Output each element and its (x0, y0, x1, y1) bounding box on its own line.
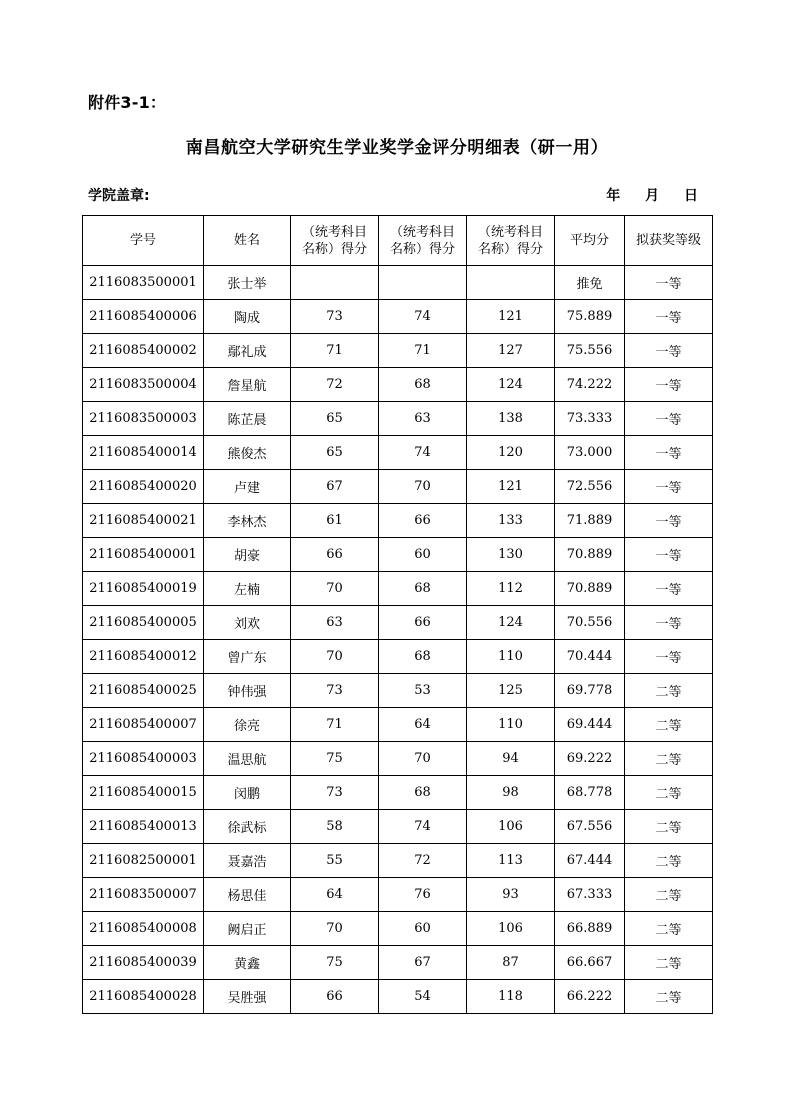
subject-2-score-cell: 53 (379, 674, 467, 708)
name-cell: 鄢礼成 (204, 334, 291, 368)
subject-3-score-cell: 113 (467, 844, 555, 878)
subject-3-score-cell: 87 (467, 946, 555, 980)
college-seal-label: 学院盖章: (88, 188, 150, 204)
table-row (83, 844, 713, 878)
column-header-subject-1-line-1: （统考科目 (301, 224, 367, 240)
subject-2-score-cell: 72 (379, 844, 467, 878)
column-header-award-level: 拟获奖等级 (625, 216, 713, 266)
column-header-subject-1 (291, 216, 379, 266)
subject-3-score-cell: 93 (467, 878, 555, 912)
name-cell: 刘欢 (204, 606, 291, 640)
subject-1-score-cell: 65 (291, 436, 379, 470)
student-id-cell: 2116085400039 (83, 946, 204, 980)
average-score-cell: 68.778 (555, 776, 625, 810)
student-id-cell: 2116085400025 (83, 674, 204, 708)
average-score-cell: 67.333 (555, 878, 625, 912)
subject-3-score-cell: 112 (467, 572, 555, 606)
subject-1-score-cell: 75 (291, 742, 379, 776)
award-level-cell: 二等 (625, 810, 713, 844)
name-cell: 阙启正 (204, 912, 291, 946)
average-score-cell: 67.556 (555, 810, 625, 844)
name-cell: 卢建 (204, 470, 291, 504)
student-id-cell: 2116085400006 (83, 300, 204, 334)
name-cell: 温思航 (204, 742, 291, 776)
name-cell: 李林杰 (204, 504, 291, 538)
average-score-cell: 72.556 (555, 470, 625, 504)
student-id-cell: 2116085400028 (83, 980, 204, 1014)
subject-1-score-cell: 71 (291, 334, 379, 368)
subject-2-score-cell: 60 (379, 538, 467, 572)
subject-2-score-cell: 68 (379, 572, 467, 606)
average-score-cell: 69.222 (555, 742, 625, 776)
subject-1-score-cell: 66 (291, 538, 379, 572)
date-day-label: 日 (684, 188, 698, 204)
student-id-cell: 2116085400005 (83, 606, 204, 640)
award-level-cell: 二等 (625, 742, 713, 776)
date-placeholder (606, 185, 698, 205)
name-cell: 吴胜强 (204, 980, 291, 1014)
name-cell: 徐亮 (204, 708, 291, 742)
name-cell: 闵鹏 (204, 776, 291, 810)
name-cell: 杨思佳 (204, 878, 291, 912)
subject-2-score-cell: 60 (379, 912, 467, 946)
award-level-cell: 二等 (625, 946, 713, 980)
table-row (83, 742, 713, 776)
average-score-cell: 70.889 (555, 538, 625, 572)
subject-2-score-cell: 68 (379, 776, 467, 810)
student-id-cell: 2116085400007 (83, 708, 204, 742)
table-row (83, 640, 713, 674)
subject-3-score-cell: 98 (467, 776, 555, 810)
average-score-cell: 75.889 (555, 300, 625, 334)
column-header-subject-3-line-2: 名称）得分 (477, 241, 543, 257)
column-header-subject-2-line-1: （统考科目 (389, 224, 455, 240)
table-row (83, 674, 713, 708)
table-row (83, 980, 713, 1014)
award-level-cell: 一等 (625, 538, 713, 572)
subject-1-score-cell: 58 (291, 810, 379, 844)
subject-2-score-cell: 66 (379, 606, 467, 640)
table-row (83, 708, 713, 742)
name-cell: 张士举 (204, 266, 291, 300)
subject-1-score-cell: 70 (291, 912, 379, 946)
subject-1-score-cell: 72 (291, 368, 379, 402)
subject-1-score-cell: 70 (291, 572, 379, 606)
subject-3-score-cell: 106 (467, 810, 555, 844)
subject-3-score-cell: 130 (467, 538, 555, 572)
award-level-cell: 二等 (625, 674, 713, 708)
average-score-cell: 70.444 (555, 640, 625, 674)
award-level-cell: 二等 (625, 776, 713, 810)
subject-3-score-cell: 133 (467, 504, 555, 538)
subject-2-score-cell: 70 (379, 742, 467, 776)
average-score-cell: 66.667 (555, 946, 625, 980)
subject-1-score-cell: 61 (291, 504, 379, 538)
name-cell: 黄鑫 (204, 946, 291, 980)
student-id-cell: 2116085400008 (83, 912, 204, 946)
subject-3-score-cell: 138 (467, 402, 555, 436)
table-row (83, 368, 713, 402)
subject-1-score-cell (291, 266, 379, 300)
subject-3-score-cell: 110 (467, 640, 555, 674)
subject-1-score-cell: 73 (291, 300, 379, 334)
table-row (83, 300, 713, 334)
subject-3-score-cell: 106 (467, 912, 555, 946)
name-cell: 熊俊杰 (204, 436, 291, 470)
column-header-name: 姓名 (204, 216, 291, 266)
column-header-subject-2 (379, 216, 467, 266)
name-cell: 陶成 (204, 300, 291, 334)
award-level-cell: 一等 (625, 402, 713, 436)
column-header-average: 平均分 (555, 216, 625, 266)
student-id-cell: 2116083500007 (83, 878, 204, 912)
scholarship-score-table (82, 215, 713, 1014)
subject-2-score-cell: 64 (379, 708, 467, 742)
table-header-row (83, 216, 713, 266)
table-row (83, 946, 713, 980)
award-level-cell: 一等 (625, 334, 713, 368)
table-row (83, 606, 713, 640)
award-level-cell: 一等 (625, 640, 713, 674)
subject-1-score-cell: 73 (291, 776, 379, 810)
name-cell: 詹星航 (204, 368, 291, 402)
column-header-student-id: 学号 (83, 216, 204, 266)
attachment-label: 附件3-1： (88, 93, 167, 112)
average-score-cell: 71.889 (555, 504, 625, 538)
student-id-cell: 2116083500001 (83, 266, 204, 300)
column-header-subject-3 (467, 216, 555, 266)
award-level-cell: 一等 (625, 436, 713, 470)
subject-1-score-cell: 71 (291, 708, 379, 742)
subject-3-score-cell: 125 (467, 674, 555, 708)
subject-2-score-cell (379, 266, 467, 300)
award-level-cell: 一等 (625, 572, 713, 606)
student-id-cell: 2116085400014 (83, 436, 204, 470)
table-row (83, 470, 713, 504)
subject-1-score-cell: 64 (291, 878, 379, 912)
subject-1-score-cell: 73 (291, 674, 379, 708)
name-cell: 左楠 (204, 572, 291, 606)
subject-3-score-cell: 124 (467, 606, 555, 640)
award-level-cell: 二等 (625, 708, 713, 742)
award-level-cell: 二等 (625, 844, 713, 878)
subject-2-score-cell: 74 (379, 810, 467, 844)
award-level-cell: 一等 (625, 300, 713, 334)
subject-2-score-cell: 67 (379, 946, 467, 980)
name-cell: 胡豪 (204, 538, 291, 572)
award-level-cell: 一等 (625, 606, 713, 640)
date-year-label: 年 (606, 188, 621, 204)
subject-1-score-cell: 70 (291, 640, 379, 674)
column-header-subject-2-line-2: 名称）得分 (389, 241, 455, 257)
subject-3-score-cell: 118 (467, 980, 555, 1014)
table-row (83, 810, 713, 844)
table-row (83, 436, 713, 470)
table-row (83, 266, 713, 300)
subject-3-score-cell: 127 (467, 334, 555, 368)
column-header-subject-1-line-2: 名称）得分 (301, 241, 367, 257)
subject-1-score-cell: 75 (291, 946, 379, 980)
name-cell: 徐武标 (204, 810, 291, 844)
subject-2-score-cell: 63 (379, 402, 467, 436)
award-level-cell: 二等 (625, 980, 713, 1014)
student-id-cell: 2116082500001 (83, 844, 204, 878)
table-body (83, 266, 713, 1014)
column-header-subject-3-line-1: （统考科目 (477, 224, 543, 240)
student-id-cell: 2116085400019 (83, 572, 204, 606)
subject-1-score-cell: 63 (291, 606, 379, 640)
average-score-cell: 70.889 (555, 572, 625, 606)
subject-3-score-cell: 121 (467, 300, 555, 334)
table-row (83, 402, 713, 436)
award-level-cell: 二等 (625, 912, 713, 946)
average-score-cell: 73.333 (555, 402, 625, 436)
subject-2-score-cell: 54 (379, 980, 467, 1014)
student-id-cell: 2116085400002 (83, 334, 204, 368)
table-row (83, 504, 713, 538)
average-score-cell: 73.000 (555, 436, 625, 470)
name-cell: 聂嘉浩 (204, 844, 291, 878)
table-row (83, 878, 713, 912)
average-score-cell: 75.556 (555, 334, 625, 368)
average-score-cell: 70.556 (555, 606, 625, 640)
average-score-cell: 67.444 (555, 844, 625, 878)
award-level-cell: 一等 (625, 470, 713, 504)
subject-3-score-cell: 124 (467, 368, 555, 402)
date-month-label: 月 (645, 188, 660, 204)
student-id-cell: 2116085400012 (83, 640, 204, 674)
subject-1-score-cell: 55 (291, 844, 379, 878)
table-row (83, 538, 713, 572)
average-score-cell: 74.222 (555, 368, 625, 402)
average-score-cell: 69.778 (555, 674, 625, 708)
student-id-cell: 2116085400001 (83, 538, 204, 572)
subject-1-score-cell: 65 (291, 402, 379, 436)
subject-2-score-cell: 68 (379, 368, 467, 402)
subject-2-score-cell: 71 (379, 334, 467, 368)
subject-2-score-cell: 66 (379, 504, 467, 538)
table-row (83, 912, 713, 946)
student-id-cell: 2116083500003 (83, 402, 204, 436)
student-id-cell: 2116085400003 (83, 742, 204, 776)
name-cell: 曾广东 (204, 640, 291, 674)
student-id-cell: 2116085400020 (83, 470, 204, 504)
subject-2-score-cell: 74 (379, 436, 467, 470)
subject-3-score-cell: 121 (467, 470, 555, 504)
subject-3-score-cell: 94 (467, 742, 555, 776)
student-id-cell: 2116085400021 (83, 504, 204, 538)
average-score-cell: 推免 (555, 266, 625, 300)
student-id-cell: 2116085400013 (83, 810, 204, 844)
subject-1-score-cell: 66 (291, 980, 379, 1014)
average-score-cell: 66.889 (555, 912, 625, 946)
average-score-cell: 66.222 (555, 980, 625, 1014)
subject-2-score-cell: 70 (379, 470, 467, 504)
subject-2-score-cell: 74 (379, 300, 467, 334)
subject-3-score-cell: 110 (467, 708, 555, 742)
table-row (83, 334, 713, 368)
award-level-cell: 二等 (625, 878, 713, 912)
award-level-cell: 一等 (625, 266, 713, 300)
subject-2-score-cell: 68 (379, 640, 467, 674)
page-title: 南昌航空大学研究生学业奖学金评分明细表（研一用） (185, 138, 609, 158)
subject-2-score-cell: 76 (379, 878, 467, 912)
award-level-cell: 一等 (625, 504, 713, 538)
student-id-cell: 2116085400015 (83, 776, 204, 810)
student-id-cell: 2116083500004 (83, 368, 204, 402)
average-score-cell: 69.444 (555, 708, 625, 742)
name-cell: 钟伟强 (204, 674, 291, 708)
name-cell: 陈芷晨 (204, 402, 291, 436)
table-row (83, 572, 713, 606)
subject-3-score-cell (467, 266, 555, 300)
subject-1-score-cell: 67 (291, 470, 379, 504)
table-row (83, 776, 713, 810)
subject-3-score-cell: 120 (467, 436, 555, 470)
award-level-cell: 一等 (625, 368, 713, 402)
